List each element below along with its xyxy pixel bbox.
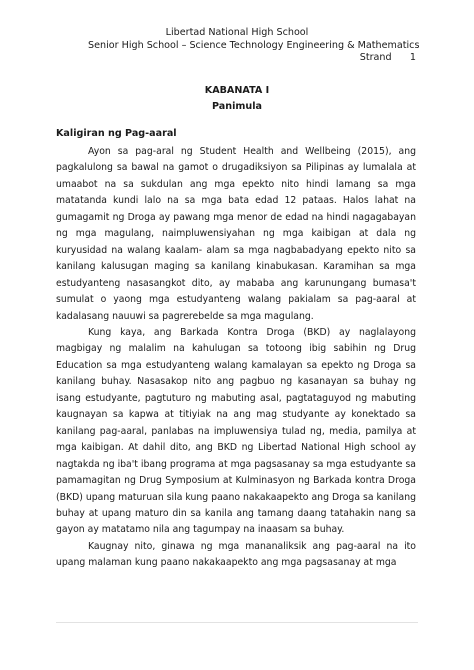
- page-header: [0, 27, 474, 63]
- paragraph: Kung kaya, ang Barkada Kontra Droga (BKD) ay naglalayong magbigay ng malalim na kahulugan sa totoong ibig sabihin ng Drug Education sa mga estudyanteng walang kamalayan sa epekto ng Droga sa kanilang buhay. Nasasakop nito ang pagbuo ng kasanayan sa buhay ng isang estudyante, pagtuturo ng mabuting asal, pagtataguyod ng mabuting kaugnayan sa kapwa at titiyiak na ang mag studyante ay konektado sa kanilang pag-aaral, panlabas na impluwensiya tulad ng, media, pamilya at mga kaibigan. At dahil dito, ang BKD ng Libertad National High school ay nagtakda ng iba't ibang programa at mga pagsasanay sa mga estudyante sa pamamagitan ng Drug Symposium at Kulminasyon ng Barkada kontra Droga (BKD) upang maturuan sila kung paano nakakaapekto ang Droga sa kanilang buhay at upang maturo din sa kanila ang tamang daang tatahakin nang sa gayon ay matatamo nila ang tagumpay na inaasam sa buhay.: [56, 326, 416, 536]
- body-text: [56, 144, 416, 572]
- chapter-title: KABANATA I: [204, 85, 270, 96]
- footer-divider: [56, 622, 418, 623]
- school-name: Libertad National High School: [165, 27, 309, 38]
- section-heading: Kaligiran ng Pag-aaral: [56, 128, 177, 139]
- program-line: Senior High School – Science Technology Engineering & Mathematics: [88, 39, 420, 51]
- chapter-subtitle: Panimula: [212, 101, 262, 112]
- strand-page-number: Strand 1: [359, 52, 416, 63]
- paragraph: Kaugnay nito, ginawa ng mga mananaliksik ang pag-aaral na ito upang malaman kung paano nakakaapekto ang mga pagsasanay at mga: [56, 540, 416, 569]
- paragraph: Ayon sa pag-aral ng Student Health and Wellbeing (2015), ang pagkalulong sa bawal na gamot o drugadiksiyon sa Pilipinas ay lumalala at umaabot na sa sukdulan ang mga epekto nito hindi lamang sa mga matatanda kundi lalo na sa mga bata edad 12 pataas. Halos lahat na gumagamit ng Droga ay pawang mga menor de edad na hindi nagagabayan ng mga magulang, naimpluwensiyahan ng mga kaibigan at dala ng kuryusidad na walang kaalam- alam sa mga nagbabadyang epekto nito sa kanilang kalusugan maging sa kanilang kinabukasan. Karamihan sa mga estudyanteng nasasangkot dito, ay mababa ang karunungang bumasa't sumulat o yaong mga estudyanteng walang pakialam sa pag-aaral at kadalasang nauuwi sa pagrerebelde sa mga magulang.: [56, 146, 416, 322]
